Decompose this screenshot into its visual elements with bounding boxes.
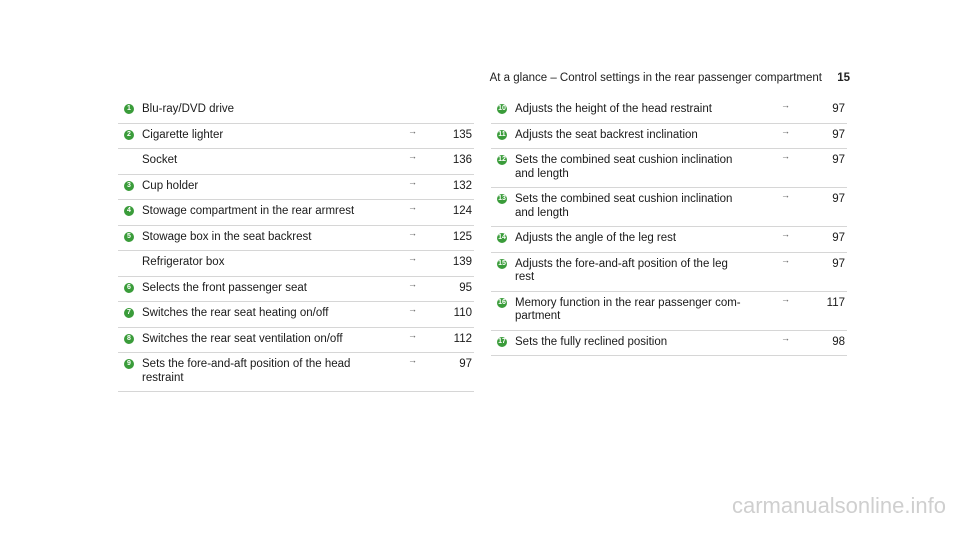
item-description: Adjusts the seat backrest inclination <box>515 128 698 141</box>
list-item <box>118 175 474 201</box>
list-item <box>118 277 474 303</box>
page-ref-arrow-icon: → <box>781 190 790 200</box>
list-item <box>491 149 847 188</box>
item-description: Stowage box in the seat backrest <box>142 230 312 243</box>
item-description: Switches the rear seat heating on/off <box>142 307 329 319</box>
page-ref-arrow-icon: → <box>408 304 417 314</box>
item-description: Socket <box>142 154 178 166</box>
list-item <box>118 124 474 150</box>
list-item <box>118 251 474 277</box>
page-reference: 97 <box>832 154 845 166</box>
item-description: Cup holder <box>142 179 199 192</box>
item-number-badge: 12 <box>498 156 506 163</box>
item-description: Switches the rear seat ventilation on/off <box>142 332 343 345</box>
item-number-badge: 8 <box>124 334 134 344</box>
item-number-badge: 3 <box>124 181 134 191</box>
page-ref-arrow-icon: → <box>781 229 790 239</box>
page-ref-arrow-icon: → <box>781 100 790 110</box>
watermark-link[interactable]: carmanualsonline.info <box>731 493 946 518</box>
page-reference: 139 <box>452 256 472 268</box>
item-description: Memory function in the rear passenger com- partment <box>515 296 741 322</box>
item-number-badge: 17 <box>498 337 506 345</box>
page-reference: 112 <box>453 332 472 345</box>
page-ref-arrow-icon: → <box>408 329 417 340</box>
page-ref-arrow-icon: → <box>408 176 417 187</box>
page-ref-arrow-icon: → <box>781 151 790 161</box>
page-number: 15 <box>837 72 850 84</box>
page-ref-arrow-icon: → <box>408 253 417 263</box>
page-reference: 95 <box>459 281 472 294</box>
item-description: Adjusts the height of the head restraint <box>515 103 712 115</box>
item-number-badge: 11 <box>498 130 506 138</box>
item-description: Refrigerator box <box>142 256 225 268</box>
page-reference: 97 <box>832 232 845 244</box>
item-number-badge: 10 <box>498 105 506 112</box>
item-description: Stowage compartment in the rear armrest <box>142 205 355 217</box>
list-item <box>491 98 847 124</box>
left-column <box>118 98 474 392</box>
item-description: Adjusts the fore-and-aft position of the leg rest <box>515 257 728 283</box>
page-ref-arrow-icon: → <box>408 227 417 238</box>
page-ref-arrow-icon: → <box>408 125 417 136</box>
page-ref-arrow-icon: → <box>781 293 790 304</box>
page-reference: 110 <box>453 307 472 319</box>
page-reference: 97 <box>832 257 845 270</box>
page-header <box>490 72 850 84</box>
page-ref-arrow-icon: → <box>781 254 790 265</box>
list-item <box>491 227 847 253</box>
list-item <box>118 328 474 354</box>
list-item <box>491 331 847 357</box>
item-description: Cigarette lighter <box>142 128 224 141</box>
page-reference: 97 <box>832 128 845 141</box>
item-description: Sets the combined seat cushion inclination and length <box>515 193 733 219</box>
right-column <box>491 98 847 356</box>
page-ref-arrow-icon: → <box>408 278 417 289</box>
item-number-badge: 6 <box>124 283 134 293</box>
page-ref-arrow-icon: → <box>781 332 790 343</box>
page-reference: 136 <box>452 154 472 166</box>
item-description: Adjusts the angle of the leg rest <box>515 232 677 244</box>
list-item <box>118 98 474 124</box>
list-item <box>118 226 474 252</box>
item-number-badge: 9 <box>124 359 134 369</box>
list-item <box>118 353 474 392</box>
item-number-badge: 1 <box>124 104 134 114</box>
item-description: Blu-ray/DVD drive <box>142 103 235 115</box>
page-reference: 97 <box>832 193 845 205</box>
list-item <box>118 149 474 175</box>
item-number-badge: 7 <box>124 308 134 318</box>
page-reference: 97 <box>459 358 472 370</box>
item-number-badge: 13 <box>498 195 506 202</box>
item-number-badge: 4 <box>124 206 134 216</box>
list-item <box>491 188 847 227</box>
page-ref-arrow-icon: → <box>408 151 417 161</box>
item-description: Sets the combined seat cushion inclination and length <box>515 154 733 180</box>
page-ref-arrow-icon: → <box>408 202 417 212</box>
page-reference: 132 <box>452 179 472 192</box>
item-number-badge: 5 <box>124 232 134 242</box>
page-reference: 135 <box>452 128 472 141</box>
page-reference: 117 <box>826 296 845 309</box>
item-description: Selects the front passenger seat <box>142 281 307 294</box>
item-description: Sets the fore-and-aft position of the head restraint <box>142 358 351 384</box>
page-reference: 97 <box>832 103 845 115</box>
list-item <box>491 253 847 292</box>
item-number-badge: 2 <box>124 130 134 140</box>
page-reference: 98 <box>832 335 845 348</box>
list-item <box>491 124 847 150</box>
page-reference: 125 <box>452 230 472 243</box>
item-number-badge: 15 <box>498 259 506 267</box>
list-item <box>491 292 847 331</box>
page-ref-arrow-icon: → <box>408 355 417 365</box>
page-reference: 124 <box>452 205 472 217</box>
section-title: At a glance – Control settings in the rear passenger compartment <box>489 72 822 84</box>
page-ref-arrow-icon: → <box>781 125 790 136</box>
list-item <box>118 302 474 328</box>
item-description: Sets the fully reclined position <box>515 335 668 348</box>
item-number-badge: 16 <box>498 298 506 306</box>
item-number-badge: 14 <box>498 234 506 241</box>
list-item <box>118 200 474 226</box>
